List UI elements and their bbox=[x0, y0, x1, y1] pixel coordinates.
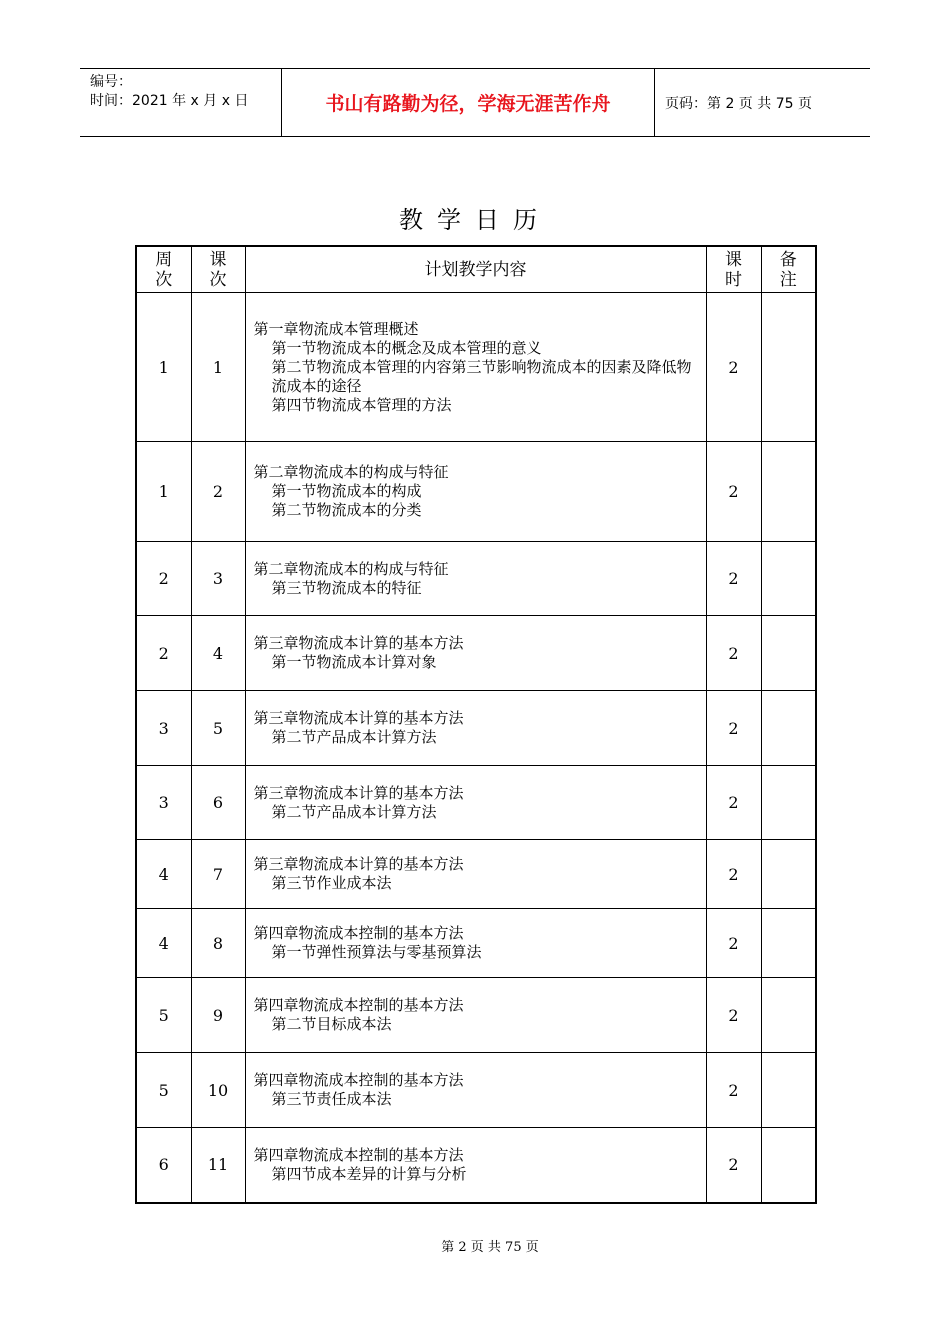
section-title: 第一节物流成本的概念及成本管理的意义 bbox=[271, 338, 542, 357]
page-header bbox=[80, 68, 870, 137]
week-cell: 3 bbox=[136, 691, 191, 766]
week-cell: 3 bbox=[136, 766, 191, 840]
table-row bbox=[136, 1128, 816, 1203]
content-cell bbox=[245, 691, 706, 766]
chapter-title: 第二章物流成本的构成与特征 bbox=[253, 559, 449, 578]
section-title: 第二节产品成本计算方法 bbox=[271, 802, 437, 821]
header-content-label: 计划教学内容 bbox=[424, 259, 527, 280]
section-title: 第二节物流成本管理的内容第三节影响物流成本的因素及降低物流成本的途径 bbox=[271, 357, 692, 395]
section-title: 第三节物流成本的特征 bbox=[271, 578, 422, 597]
lesson-cell: 7 bbox=[191, 840, 245, 909]
hours-cell: 2 bbox=[706, 978, 761, 1053]
table-row bbox=[136, 293, 816, 442]
lesson-cell: 11 bbox=[191, 1128, 245, 1203]
chapter-title: 第二章物流成本的构成与特征 bbox=[253, 463, 449, 481]
notes-cell bbox=[761, 840, 816, 909]
section-title: 第一节物流成本的构成 bbox=[271, 482, 422, 500]
chapter-title: 第一章物流成本管理概述 bbox=[253, 319, 419, 338]
section-title: 第四节物流成本管理的方法 bbox=[271, 395, 452, 414]
table-row bbox=[136, 542, 816, 616]
week-cell: 6 bbox=[136, 1128, 191, 1203]
content-cell bbox=[245, 616, 706, 691]
week-cell: 1 bbox=[136, 293, 191, 442]
week-cell: 1 bbox=[136, 442, 191, 542]
header-week-label: 周 次 bbox=[155, 249, 173, 290]
table-row bbox=[136, 840, 816, 909]
document-date: 时间：2021 年 x 月 x 日 bbox=[90, 93, 249, 109]
notes-cell bbox=[761, 542, 816, 616]
header-hours-label: 课 时 bbox=[725, 249, 742, 290]
content-cell bbox=[245, 542, 706, 616]
notes-cell bbox=[761, 442, 816, 542]
content-cell bbox=[245, 1053, 706, 1128]
hours-cell: 2 bbox=[706, 840, 761, 909]
week-cell: 4 bbox=[136, 909, 191, 978]
notes-cell bbox=[761, 766, 816, 840]
section-title: 第三节作业成本法 bbox=[271, 874, 392, 892]
header-content bbox=[245, 246, 706, 293]
chapter-title: 第四章物流成本控制的基本方法 bbox=[253, 1071, 464, 1089]
section-title: 第三节责任成本法 bbox=[271, 1090, 392, 1108]
teaching-calendar-table bbox=[135, 245, 817, 1204]
chapter-title: 第四章物流成本控制的基本方法 bbox=[253, 1145, 464, 1164]
hours-cell: 2 bbox=[706, 293, 761, 442]
section-title: 第四节成本差异的计算与分析 bbox=[271, 1164, 467, 1183]
hours-cell: 2 bbox=[706, 909, 761, 978]
header-motto: 书山有路勤为径，学海无涯苦作舟 bbox=[325, 93, 611, 115]
notes-cell bbox=[761, 691, 816, 766]
page-title: 教学日历 bbox=[399, 206, 551, 234]
header-notes bbox=[761, 246, 816, 293]
hours-cell: 2 bbox=[706, 1053, 761, 1128]
lesson-cell: 10 bbox=[191, 1053, 245, 1128]
header-meta bbox=[80, 69, 282, 136]
lesson-cell: 6 bbox=[191, 766, 245, 840]
header-lesson bbox=[191, 246, 245, 293]
chapter-title: 第四章物流成本控制的基本方法 bbox=[253, 996, 464, 1014]
table-row bbox=[136, 978, 816, 1053]
week-cell: 2 bbox=[136, 616, 191, 691]
table-body bbox=[136, 293, 816, 1203]
section-title: 第一节物流成本计算对象 bbox=[271, 653, 437, 671]
week-cell: 2 bbox=[136, 542, 191, 616]
hours-cell: 2 bbox=[706, 616, 761, 691]
hours-cell: 2 bbox=[706, 1128, 761, 1203]
content-cell bbox=[245, 442, 706, 542]
week-cell: 5 bbox=[136, 1053, 191, 1128]
lesson-cell: 9 bbox=[191, 978, 245, 1053]
chapter-title: 第四章物流成本控制的基本方法 bbox=[253, 924, 464, 942]
content-cell bbox=[245, 840, 706, 909]
header-hours bbox=[706, 246, 761, 293]
chapter-title: 第三章物流成本计算的基本方法 bbox=[253, 709, 464, 727]
content-cell bbox=[245, 1128, 706, 1203]
header-lesson-label: 课 次 bbox=[209, 249, 227, 290]
chapter-title: 第三章物流成本计算的基本方法 bbox=[253, 855, 464, 873]
notes-cell bbox=[761, 293, 816, 442]
notes-cell bbox=[761, 909, 816, 978]
table-row bbox=[136, 616, 816, 691]
section-title: 第一节弹性预算法与零基预算法 bbox=[271, 943, 482, 961]
section-title: 第二节物流成本的分类 bbox=[271, 501, 422, 519]
lesson-cell: 5 bbox=[191, 691, 245, 766]
lesson-cell: 4 bbox=[191, 616, 245, 691]
chapter-title: 第三章物流成本计算的基本方法 bbox=[253, 634, 464, 652]
document-number-label: 编号： bbox=[90, 74, 132, 90]
page-footer: 第 2 页 共 75 页 bbox=[441, 1240, 539, 1255]
header-page-info: 页码：第 2 页 共 75 页 bbox=[665, 95, 812, 112]
table-row bbox=[136, 766, 816, 840]
header-notes-label: 备 注 bbox=[779, 249, 797, 290]
table-row bbox=[136, 691, 816, 766]
hours-cell: 2 bbox=[706, 766, 761, 840]
table-header-row bbox=[136, 246, 816, 293]
header-week bbox=[136, 246, 191, 293]
content-cell bbox=[245, 766, 706, 840]
table-row bbox=[136, 909, 816, 978]
notes-cell bbox=[761, 1128, 816, 1203]
hours-cell: 2 bbox=[706, 542, 761, 616]
week-cell: 5 bbox=[136, 978, 191, 1053]
lesson-cell: 2 bbox=[191, 442, 245, 542]
hours-cell: 2 bbox=[706, 691, 761, 766]
lesson-cell: 3 bbox=[191, 542, 245, 616]
notes-cell bbox=[761, 616, 816, 691]
notes-cell bbox=[761, 1053, 816, 1128]
section-title: 第二节产品成本计算方法 bbox=[271, 728, 437, 746]
content-cell bbox=[245, 909, 706, 978]
table-row bbox=[136, 442, 816, 542]
chapter-title: 第三章物流成本计算的基本方法 bbox=[253, 783, 464, 802]
hours-cell: 2 bbox=[706, 442, 761, 542]
section-title: 第二节目标成本法 bbox=[271, 1015, 392, 1033]
lesson-cell: 1 bbox=[191, 293, 245, 442]
table-row bbox=[136, 1053, 816, 1128]
header-motto-cell bbox=[282, 69, 655, 136]
notes-cell bbox=[761, 978, 816, 1053]
lesson-cell: 8 bbox=[191, 909, 245, 978]
content-cell bbox=[245, 978, 706, 1053]
week-cell: 4 bbox=[136, 840, 191, 909]
content-cell bbox=[245, 293, 706, 442]
